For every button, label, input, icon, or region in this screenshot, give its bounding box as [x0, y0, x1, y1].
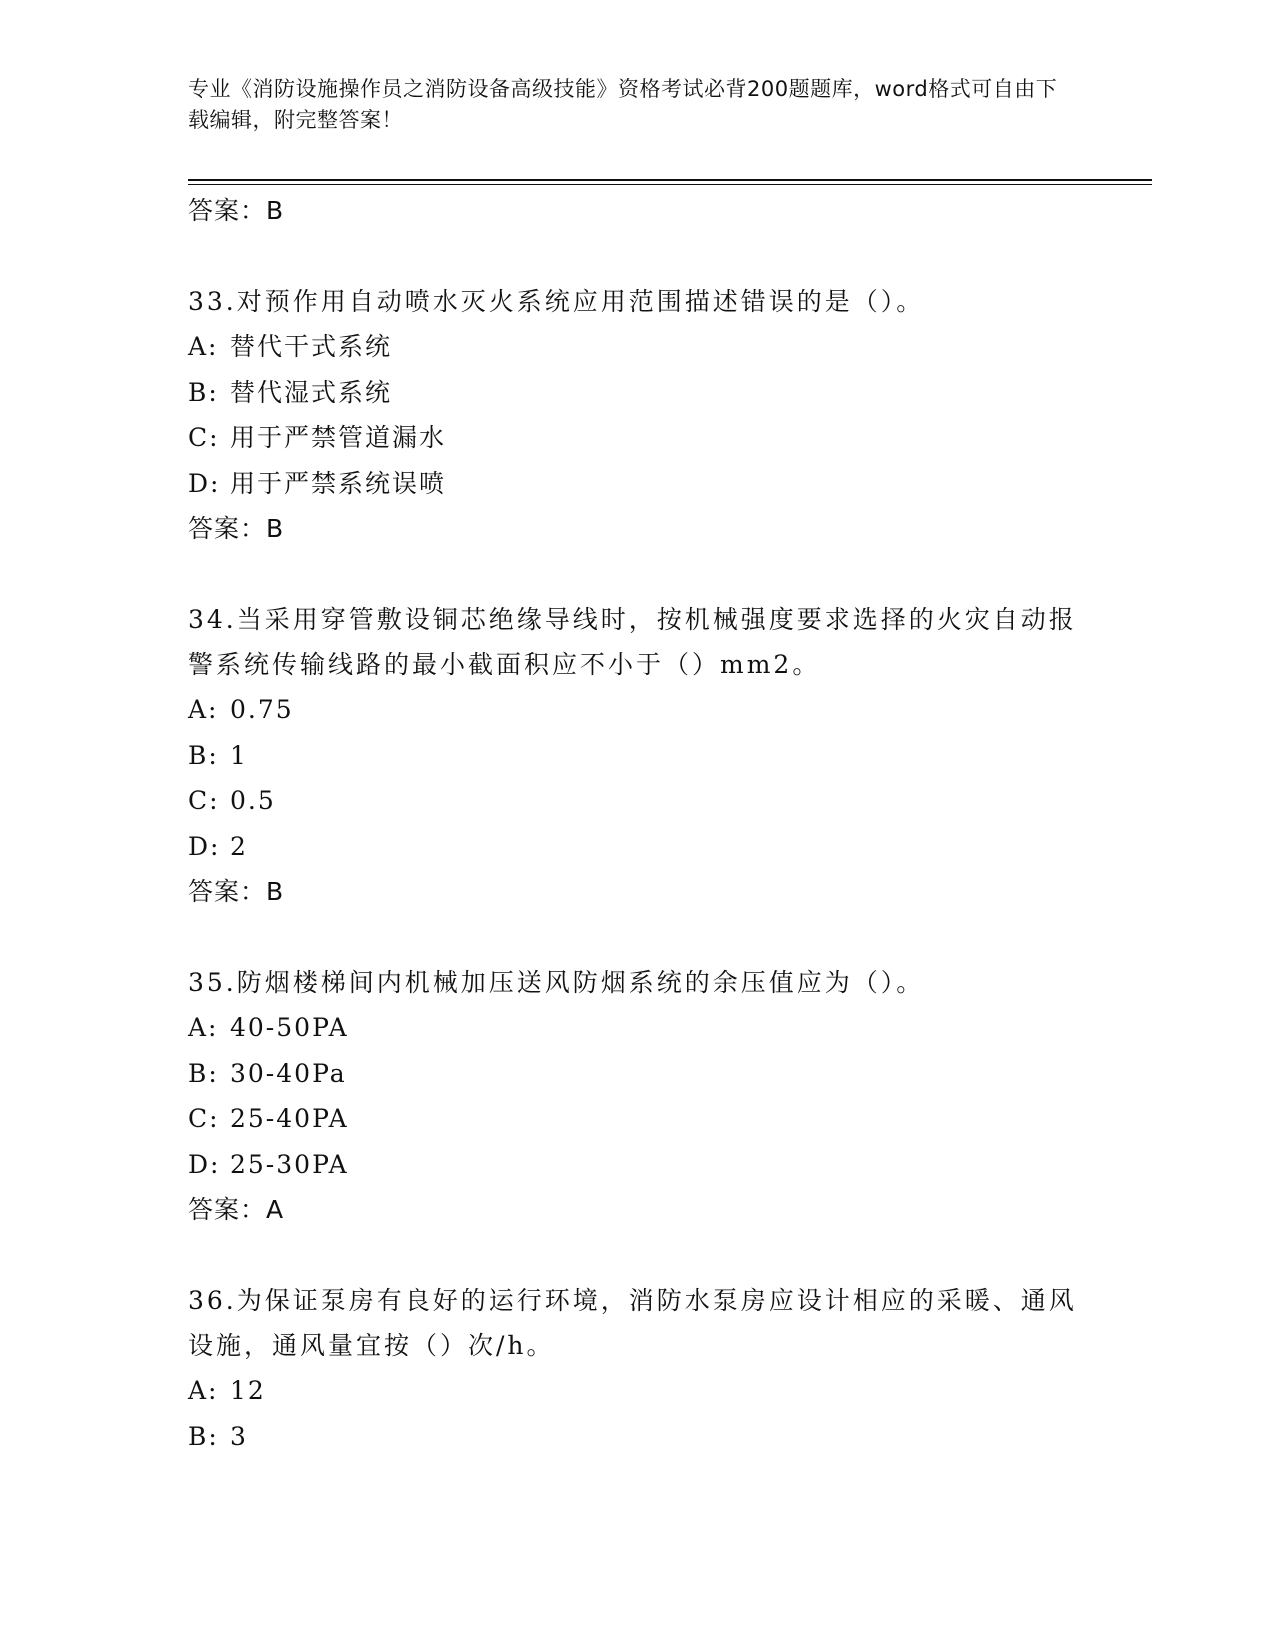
option-label: D:: [188, 1149, 221, 1179]
option-row: [188, 1051, 1088, 1097]
answer-value: B: [266, 196, 285, 225]
header-rule-thick: [188, 179, 1152, 181]
question-block: [188, 1278, 1088, 1459]
answer-label: 答案：: [188, 196, 267, 225]
option-row: [188, 1005, 1088, 1051]
question-list: [188, 188, 1088, 1459]
question-block: [188, 597, 1088, 914]
option-row: [188, 324, 1088, 370]
answer-label: 答案：: [188, 514, 267, 543]
option-label: C:: [188, 423, 220, 452]
option-text: 12: [230, 1376, 266, 1405]
document-header: 专业《消防设施操作员之消防设备高级技能》资格考试必背200题题库，word格式可自由下载编辑，附完整答案！: [188, 77, 1058, 132]
option-text: 用于严禁系统误喷: [230, 468, 447, 498]
option-text: 替代湿式系统: [230, 377, 393, 407]
option-label: C:: [188, 1104, 220, 1133]
option-row: [188, 778, 1088, 824]
question-text: 36.为保证泵房有良好的运行环境，消防水泵房应设计相应的采暖、通风设施，通风量宜按（）次/h。: [188, 1286, 1077, 1360]
answer-value: B: [266, 877, 285, 906]
option-row: [188, 687, 1088, 733]
question-block: [188, 279, 1088, 551]
option-text: 3: [230, 1421, 248, 1451]
option-label: A:: [188, 695, 219, 724]
option-text: 用于严禁管道漏水: [230, 423, 447, 452]
option-text: 1: [230, 740, 248, 770]
option-row: [188, 733, 1088, 779]
option-label: B:: [188, 740, 219, 770]
option-text: 25-30PA: [230, 1149, 349, 1179]
option-row: [188, 1368, 1088, 1414]
option-text: 替代干式系统: [230, 332, 393, 361]
option-row: [188, 1096, 1088, 1142]
question-text: 34.当采用穿管敷设铜芯绝缘导线时，按机械强度要求选择的火灾自动报警系统传输线路的最小截面积应不小于（）mm2。: [188, 605, 1077, 679]
answer-line: [188, 188, 1088, 233]
option-label: A:: [188, 1376, 219, 1405]
header-rule-thin: [188, 184, 1152, 185]
option-row: [188, 1414, 1088, 1460]
option-text: 0.75: [230, 695, 294, 724]
questions-container: [188, 279, 1088, 1459]
option-label: A:: [188, 332, 219, 361]
option-row: [188, 461, 1088, 507]
option-row: [188, 370, 1088, 416]
answer-line: [188, 869, 1088, 914]
option-text: 25-40PA: [230, 1104, 349, 1133]
option-row: [188, 1142, 1088, 1188]
option-label: D:: [188, 468, 221, 498]
answer-label: 答案：: [188, 1195, 267, 1224]
option-label: B:: [188, 1058, 219, 1088]
option-text: 40-50PA: [230, 1013, 349, 1042]
option-row: [188, 824, 1088, 870]
answer-value: B: [266, 514, 285, 543]
option-label: C:: [188, 786, 220, 815]
question-block: [188, 960, 1088, 1232]
question-text: 35.防烟楼梯间内机械加压送风防烟系统的余压值应为（）。: [188, 968, 925, 997]
option-label: B:: [188, 1421, 219, 1451]
answer-value: A: [266, 1195, 285, 1224]
question-text: 33.对预作用自动喷水灭火系统应用范围描述错误的是（）。: [188, 287, 925, 316]
answer-line: [188, 506, 1088, 551]
option-text: 2: [230, 831, 248, 861]
option-row: [188, 415, 1088, 461]
answer-label: 答案：: [188, 877, 267, 906]
option-text: 30-40Pa: [230, 1058, 347, 1088]
option-text: 0.5: [230, 786, 276, 815]
option-label: A:: [188, 1013, 219, 1042]
answer-line: [188, 1187, 1088, 1232]
option-label: B:: [188, 377, 219, 407]
option-label: D:: [188, 831, 221, 861]
